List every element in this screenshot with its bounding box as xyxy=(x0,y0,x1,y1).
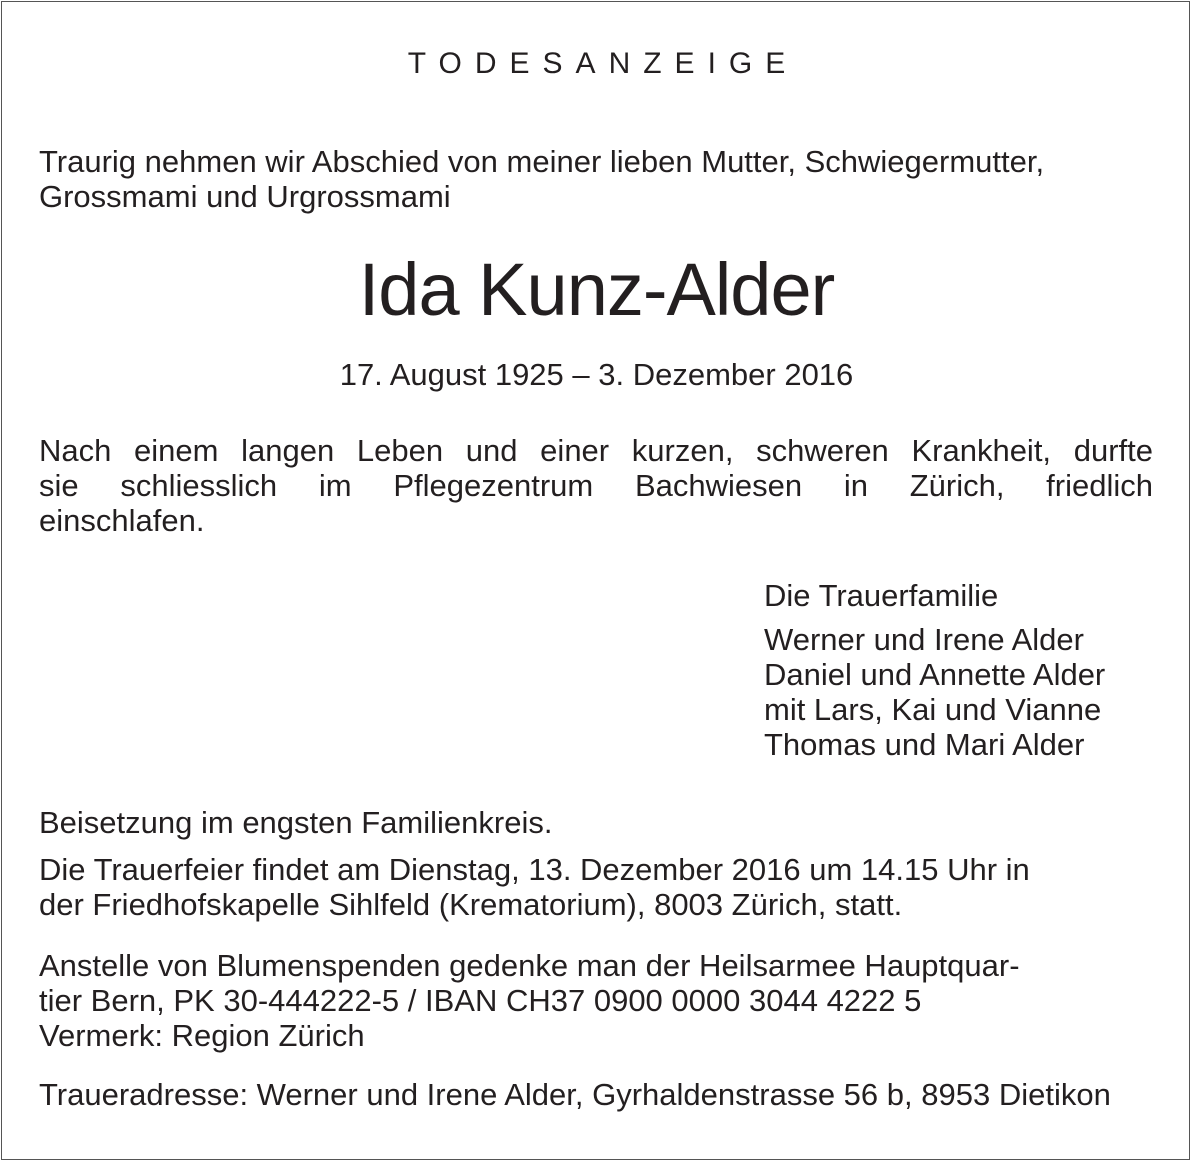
family-member: Werner und Irene Alder xyxy=(764,622,1084,657)
family-member: Daniel und Annette Alder xyxy=(764,657,1106,692)
intro-line-2: Grossmami und Urgrossmami xyxy=(39,179,451,214)
message-line-2: sie schliesslich im Pflegezentrum Bachwiesen in Zürich, friedlich xyxy=(39,468,1153,503)
notice-heading: TODESANZEIGE xyxy=(407,47,799,80)
message-line-3: einschlafen. xyxy=(39,503,205,538)
family-member: Thomas und Mari Alder xyxy=(764,727,1085,762)
family-member: mit Lars, Kai und Vianne xyxy=(764,692,1102,727)
message-line-1: Nach einem langen Leben und einer kurzen, schweren Krankheit, durfte xyxy=(39,433,1153,468)
donation-line-3: Vermerk: Region Zürich xyxy=(39,1018,365,1053)
intro-line-1: Traurig nehmen wir Abschied von meiner lieben Mutter, Schwiegermutter, xyxy=(39,144,1045,179)
life-dates: 17. August 1925 – 3. Dezember 2016 xyxy=(339,357,854,392)
deceased-name: Ida Kunz-Alder xyxy=(358,248,835,331)
donation-line-1: Anstelle von Blumenspenden gedenke man der Heilsarmee Hauptquar- xyxy=(39,948,1020,983)
burial-note: Beisetzung im engsten Familienkreis. xyxy=(39,805,553,840)
ceremony-line-2: der Friedhofskapelle Sihlfeld (Krematorium), 8003 Zürich, statt. xyxy=(39,887,903,922)
mourning-address: Traueradresse: Werner und Irene Alder, Gyrhaldenstrasse 56 b, 8953 Dietikon xyxy=(39,1077,1111,1112)
ceremony-line-1: Die Trauerfeier findet am Dienstag, 13. Dezember 2016 um 14.15 Uhr in xyxy=(39,852,1030,887)
family-heading: Die Trauerfamilie xyxy=(764,578,999,613)
donation-line-2: tier Bern, PK 30-444222-5 / IBAN CH37 0900 0000 3044 4222 5 xyxy=(39,983,922,1018)
